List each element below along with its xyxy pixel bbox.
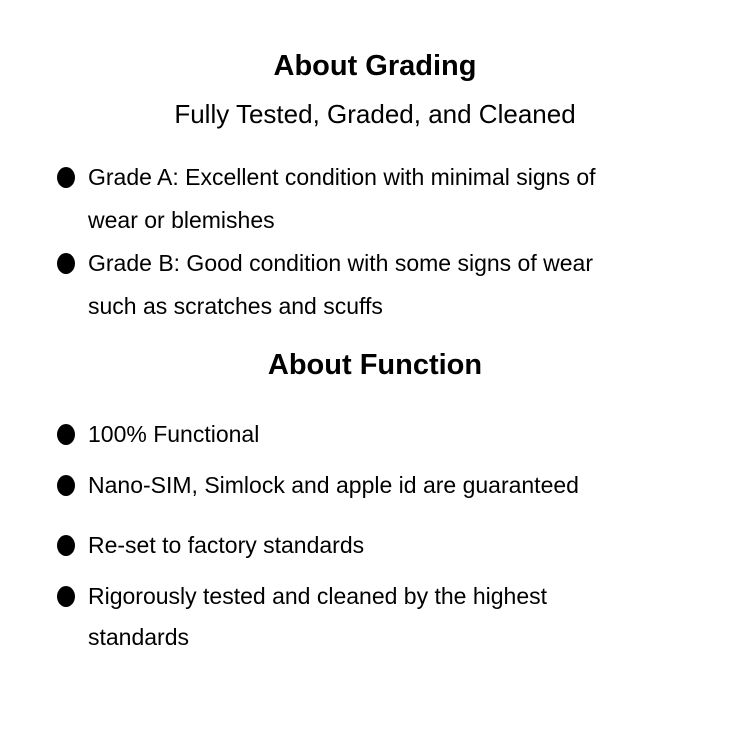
grading-section-title: About Grading bbox=[273, 50, 477, 82]
bullet-icon bbox=[57, 586, 75, 607]
list-item-text bbox=[88, 576, 547, 658]
function-section-title: About Function bbox=[267, 349, 483, 381]
list-item-text bbox=[88, 156, 596, 242]
list-item-line: Rigorously tested and cleaned by the highest bbox=[88, 583, 548, 609]
bullet-icon bbox=[57, 424, 75, 445]
list-item-tested-cleaned bbox=[57, 576, 547, 658]
list-item-line: 100% Functional bbox=[88, 421, 260, 447]
list-item-sim-guarantee bbox=[57, 464, 579, 507]
list-item-line: wear or blemishes bbox=[88, 207, 275, 233]
list-item-text bbox=[88, 242, 593, 328]
list-item-grade-a bbox=[57, 156, 596, 242]
bullet-icon bbox=[57, 253, 75, 274]
list-item-factory-reset bbox=[57, 524, 364, 567]
bullet-icon bbox=[57, 167, 75, 188]
list-item-line: Grade B: Good condition with some signs of wear bbox=[88, 250, 593, 276]
bullet-icon bbox=[57, 535, 75, 556]
list-item-text bbox=[88, 464, 579, 507]
bullet-icon bbox=[57, 475, 75, 496]
list-item-line: such as scratches and scuffs bbox=[88, 293, 383, 319]
list-item-line: standards bbox=[88, 624, 190, 650]
list-item-functional bbox=[57, 413, 259, 456]
grading-section-subtitle: Fully Tested, Graded, and Cleaned bbox=[174, 99, 576, 129]
list-item-text bbox=[88, 413, 259, 456]
list-item-grade-b bbox=[57, 242, 593, 328]
list-item-line: Re-set to factory standards bbox=[88, 532, 365, 558]
list-item-line: Grade A: Excellent condition with minimal signs of bbox=[88, 164, 596, 190]
list-item-text bbox=[88, 524, 364, 567]
list-item-line: Nano-SIM, Simlock and apple id are guaranteed bbox=[88, 472, 579, 498]
